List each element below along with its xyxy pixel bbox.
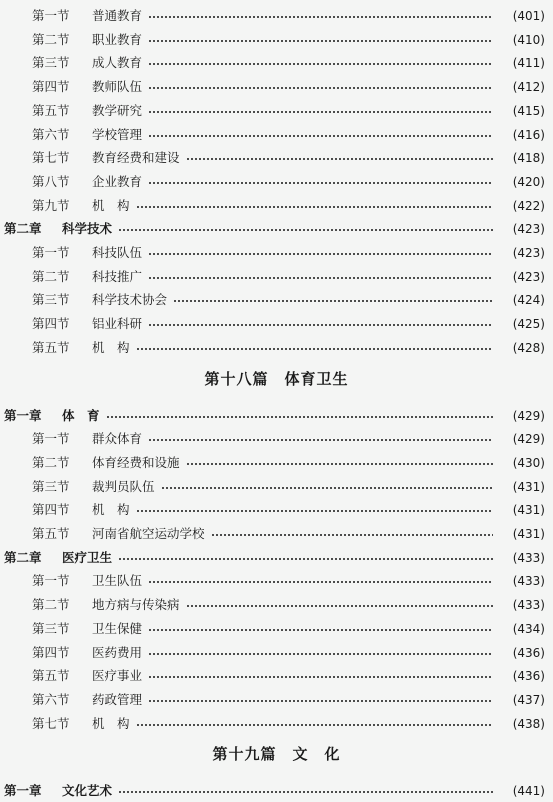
section-title: 地方病与传染病 bbox=[92, 597, 180, 613]
section-title: 机 构 bbox=[92, 197, 130, 213]
page-number: (424) bbox=[512, 293, 545, 308]
toc-section-row[interactable] bbox=[0, 452, 553, 474]
section-title: 机 构 bbox=[92, 715, 130, 731]
page-number: (423) bbox=[512, 246, 545, 260]
toc-section-row[interactable] bbox=[0, 337, 553, 359]
section-title: 医疗事业 bbox=[92, 668, 143, 684]
section-number: 第三节 bbox=[32, 55, 70, 71]
dot-leader bbox=[118, 791, 493, 793]
toc-chapter-row[interactable] bbox=[0, 405, 553, 427]
chapter-title: 体 育 bbox=[62, 407, 100, 423]
toc-section-row[interactable] bbox=[0, 76, 553, 98]
section-title: 机 构 bbox=[92, 339, 130, 355]
section-number: 第五节 bbox=[32, 102, 70, 118]
section-number: 第四节 bbox=[32, 644, 70, 660]
toc-section-row[interactable] bbox=[0, 523, 553, 545]
section-number: 第七节 bbox=[32, 715, 70, 731]
section-number: 第四节 bbox=[32, 502, 70, 518]
dot-leader bbox=[148, 676, 493, 678]
dot-leader bbox=[106, 416, 493, 418]
dot-leader bbox=[148, 324, 493, 326]
dot-leader bbox=[148, 653, 493, 655]
dot-leader bbox=[148, 111, 493, 113]
section-number: 第一节 bbox=[32, 431, 70, 447]
section-number: 第四节 bbox=[32, 316, 70, 332]
page-number: (416) bbox=[512, 127, 545, 142]
toc-section-row[interactable] bbox=[0, 29, 553, 51]
page-number: (418) bbox=[512, 151, 545, 166]
page-number: (429) bbox=[512, 432, 545, 447]
toc-section-row[interactable] bbox=[0, 428, 553, 450]
page-number: (410) bbox=[512, 32, 545, 47]
toc-section-row[interactable] bbox=[0, 642, 553, 664]
dot-leader bbox=[136, 510, 493, 512]
section-title: 卫生队伍 bbox=[92, 573, 143, 589]
section-number: 第二节 bbox=[32, 454, 70, 470]
page-number: (422) bbox=[512, 198, 545, 213]
dot-leader bbox=[173, 300, 493, 302]
page-number: (425) bbox=[512, 317, 545, 332]
section-number: 第五节 bbox=[32, 668, 70, 684]
dot-leader bbox=[148, 629, 493, 631]
section-number: 第八节 bbox=[32, 173, 70, 189]
section-title: 卫生保健 bbox=[92, 620, 143, 636]
page-number: (436) bbox=[512, 645, 545, 660]
page-number: (431) bbox=[512, 503, 545, 518]
dot-leader bbox=[148, 135, 493, 137]
dot-leader bbox=[186, 463, 493, 465]
page-number: (441) bbox=[512, 784, 545, 799]
section-number: 第二节 bbox=[32, 31, 70, 47]
dot-leader bbox=[211, 534, 493, 536]
section-title: 普通教育 bbox=[92, 8, 143, 23]
toc-chapter-row[interactable] bbox=[0, 547, 553, 569]
section-title: 群众体育 bbox=[92, 431, 143, 447]
section-title: 医药费用 bbox=[92, 644, 143, 660]
section-number: 第六节 bbox=[32, 126, 70, 142]
toc-section-row[interactable] bbox=[0, 124, 553, 146]
dot-leader bbox=[161, 487, 493, 489]
page-number: (423) bbox=[512, 222, 545, 237]
toc-section-row[interactable] bbox=[0, 570, 553, 592]
section-number: 第四节 bbox=[32, 79, 70, 95]
part-heading: 第十八篇 体育卫生 bbox=[204, 369, 349, 388]
dot-leader bbox=[186, 158, 493, 160]
chapter-title: 科学技术 bbox=[62, 221, 113, 237]
toc-section-row[interactable] bbox=[0, 195, 553, 217]
section-title: 药政管理 bbox=[92, 691, 143, 707]
dot-leader bbox=[118, 558, 493, 560]
page-number: (433) bbox=[512, 574, 545, 589]
dot-leader bbox=[148, 16, 493, 18]
chapter-title: 医疗卫生 bbox=[62, 549, 113, 565]
toc-section-row[interactable] bbox=[0, 52, 553, 74]
page-number: (434) bbox=[512, 621, 545, 636]
toc-section-row[interactable] bbox=[0, 713, 553, 735]
page-number: (420) bbox=[512, 174, 545, 189]
dot-leader bbox=[148, 581, 493, 583]
page-number: (438) bbox=[512, 716, 545, 731]
toc-section-row[interactable] bbox=[0, 476, 553, 498]
section-title: 裁判员队伍 bbox=[92, 478, 155, 494]
toc-section-row[interactable] bbox=[0, 313, 553, 335]
toc-section-row[interactable] bbox=[0, 289, 553, 311]
dot-leader bbox=[148, 63, 493, 65]
page-number: (401) bbox=[512, 9, 545, 23]
section-title: 铝业科研 bbox=[92, 316, 143, 332]
section-title: 体育经费和设施 bbox=[92, 454, 180, 470]
section-number: 第九节 bbox=[32, 197, 70, 213]
section-number: 第五节 bbox=[32, 339, 70, 355]
section-number: 第一节 bbox=[32, 245, 70, 260]
toc-section-row[interactable] bbox=[0, 171, 553, 193]
dot-leader bbox=[136, 724, 493, 726]
section-number: 第七节 bbox=[32, 150, 70, 166]
section-number: 第一节 bbox=[32, 8, 70, 23]
page-number: (433) bbox=[512, 598, 545, 613]
chapter-number: 第二章 bbox=[4, 549, 42, 565]
section-number: 第六节 bbox=[32, 691, 70, 707]
section-title: 科学技术协会 bbox=[92, 292, 168, 308]
section-title: 教育经费和建设 bbox=[92, 150, 180, 166]
chapter-number: 第一章 bbox=[4, 783, 42, 799]
toc-section-row[interactable] bbox=[0, 665, 553, 687]
toc-section-row[interactable] bbox=[0, 100, 553, 122]
page-number: (436) bbox=[512, 669, 545, 684]
dot-leader bbox=[136, 206, 493, 208]
section-title: 科技推广 bbox=[92, 268, 143, 284]
page-number: (412) bbox=[512, 80, 545, 95]
section-number: 第二节 bbox=[32, 597, 70, 613]
toc-section-row[interactable] bbox=[0, 689, 553, 711]
page-number: (411) bbox=[512, 56, 545, 71]
page-number: (423) bbox=[512, 269, 545, 284]
section-title: 教学研究 bbox=[92, 102, 143, 118]
chapter-number: 第二章 bbox=[4, 221, 42, 237]
section-number: 第三节 bbox=[32, 292, 70, 308]
section-number: 第三节 bbox=[32, 620, 70, 636]
dot-leader bbox=[186, 605, 493, 607]
dot-leader bbox=[148, 182, 493, 184]
section-title: 企业教育 bbox=[92, 173, 143, 189]
section-title: 河南省航空运动学校 bbox=[92, 526, 205, 541]
dot-leader bbox=[148, 253, 493, 255]
chapter-number: 第一章 bbox=[4, 407, 42, 423]
toc-section-row[interactable] bbox=[0, 618, 553, 640]
page-number: (431) bbox=[512, 527, 545, 541]
toc-section-row[interactable] bbox=[0, 594, 553, 616]
toc-section-row[interactable] bbox=[0, 242, 553, 264]
toc-section-row[interactable] bbox=[0, 5, 553, 27]
dot-leader bbox=[148, 277, 493, 279]
toc-section-row[interactable] bbox=[0, 499, 553, 521]
section-title: 机 构 bbox=[92, 502, 130, 518]
dot-leader bbox=[148, 700, 493, 702]
section-title: 学校管理 bbox=[92, 126, 143, 142]
dot-leader bbox=[148, 439, 493, 441]
toc-section-row[interactable] bbox=[0, 266, 553, 288]
section-number: 第一节 bbox=[32, 573, 70, 589]
section-number: 第二节 bbox=[32, 268, 70, 284]
page-number: (431) bbox=[512, 479, 545, 494]
page-number: (430) bbox=[512, 455, 545, 470]
page-number: (437) bbox=[512, 692, 545, 707]
dot-leader bbox=[136, 348, 493, 350]
toc-chapter-row[interactable] bbox=[0, 780, 553, 802]
section-number: 第三节 bbox=[32, 478, 70, 494]
section-title: 科技队伍 bbox=[92, 245, 143, 260]
toc-chapter-row[interactable] bbox=[0, 218, 553, 240]
page-number: (429) bbox=[512, 408, 545, 423]
toc-section-row[interactable] bbox=[0, 147, 553, 169]
part-heading: 第十九篇 文 化 bbox=[212, 745, 341, 764]
dot-leader bbox=[118, 229, 493, 231]
section-title: 成人教育 bbox=[92, 55, 143, 71]
section-title: 教师队伍 bbox=[92, 79, 143, 95]
page-number: (415) bbox=[512, 103, 545, 118]
dot-leader bbox=[148, 40, 493, 42]
page-number: (433) bbox=[512, 550, 545, 565]
section-title: 职业教育 bbox=[92, 31, 143, 47]
chapter-title: 文化艺术 bbox=[62, 783, 113, 799]
page-number: (428) bbox=[512, 340, 545, 355]
section-number: 第五节 bbox=[32, 526, 70, 541]
dot-leader bbox=[148, 87, 493, 89]
